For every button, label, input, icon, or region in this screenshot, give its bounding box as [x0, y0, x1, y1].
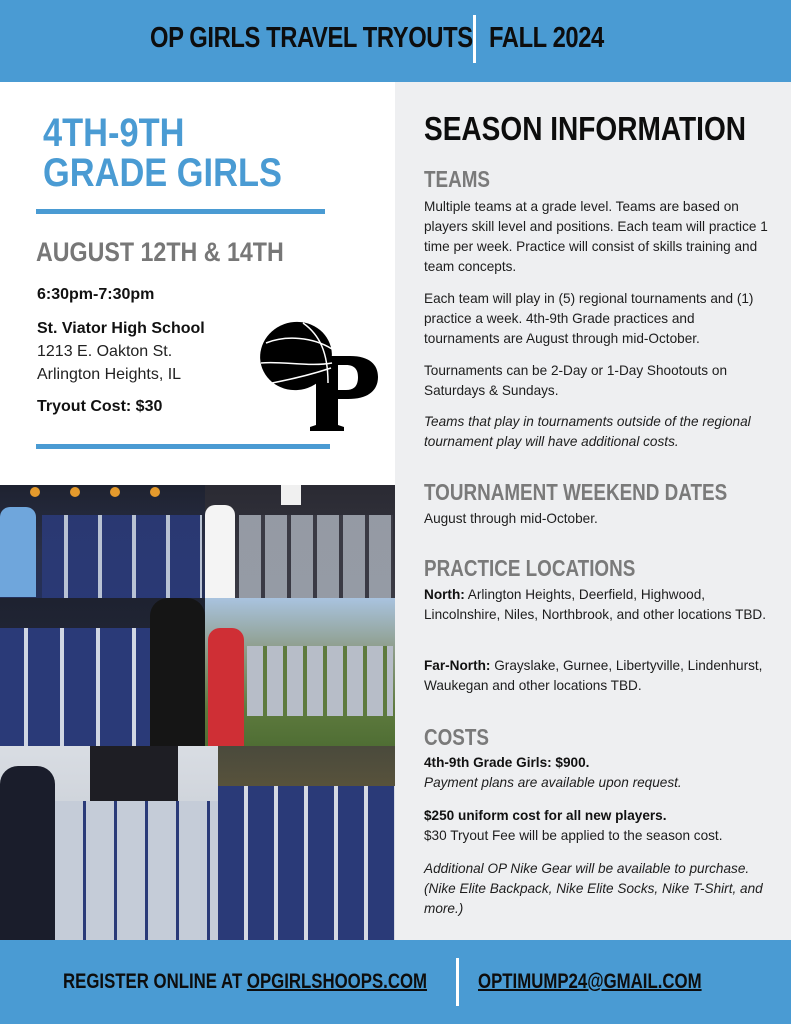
uniform-cost: $250 uniform cost for all new players. [424, 808, 667, 823]
tryout-time: 6:30pm-7:30pm [37, 286, 155, 303]
far-north-label: Far-North: [424, 658, 491, 673]
header-divider [473, 15, 476, 63]
teams-paragraph-2: Each team will play in (5) regional tournaments and (1) practice a week. 4th-9th Grade practices and tournaments are August through mid-October. [424, 291, 754, 346]
teams-paragraph-4: Teams that play in tournaments outside of the regional tournament play will have additional costs. [424, 414, 751, 449]
tryout-venue: St. Viator High School [37, 320, 205, 337]
team-photo-collage [0, 485, 395, 940]
season-title: SEASON INFORMATION [424, 110, 747, 147]
website-link[interactable]: OPGIRLSHOOPS.COM [246, 970, 428, 993]
register-line [63, 970, 427, 994]
teams-paragraph-1: Multiple teams at a grade level. Teams are based on players skill level and positions. Each team will practice 1 time per week. Practice will consist of skills training and team concepts. [424, 199, 768, 274]
locations-heading: PRACTICE LOCATIONS [424, 555, 636, 581]
footer-divider [456, 958, 459, 1006]
team-photo-2 [205, 485, 395, 598]
nike-gear-note: Additional OP Nike Gear will be available to purchase. (Nike Elite Backpack, Nike Elite Socks, Nike T-Shirt, and more.) [424, 861, 763, 916]
team-photo-6 [218, 746, 395, 940]
team-photo-3 [0, 598, 205, 746]
divider-rule [36, 444, 330, 449]
team-photo-5 [0, 746, 218, 940]
header-banner [0, 0, 791, 82]
tryout-cost: Tryout Cost: $30 [37, 398, 163, 415]
venue-address-line1: 1213 E. Oakton St. [37, 343, 173, 360]
far-north-locations [424, 656, 769, 696]
teams-paragraph-3: Tournaments can be 2-Day or 1-Day Shootouts on Saturdays & Sundays. [424, 363, 728, 398]
venue-address-line2: Arlington Heights, IL [37, 366, 182, 383]
season-info-panel [395, 82, 791, 940]
grade-line-2: GRADE GIRLS [43, 151, 282, 195]
email-line [478, 970, 702, 994]
tournament-heading: TOURNAMENT WEEKEND DATES [424, 479, 728, 505]
header-title: OP GIRLS TRAVEL TRYOUTS [150, 22, 473, 54]
tournament-dates-text: August through mid-October. [424, 511, 598, 526]
register-prefix: REGISTER ONLINE AT [63, 970, 247, 993]
email-link[interactable]: OPTIMUMP24@GMAIL.COM [478, 970, 702, 993]
north-locations [424, 585, 769, 625]
teams-heading: TEAMS [424, 166, 491, 192]
payment-plans: Payment plans are available upon request. [424, 775, 682, 790]
grade-line-1: 4TH-9TH [43, 111, 185, 155]
north-label: North: [424, 587, 465, 602]
divider-rule [36, 209, 325, 214]
costs-heading: COSTS [424, 724, 489, 750]
season-price: 4th-9th Grade Girls: $900. [424, 755, 590, 770]
header-season: FALL 2024 [489, 22, 604, 54]
grade-heading [43, 113, 282, 193]
op-basketball-logo-icon [258, 313, 382, 433]
tryout-fee-note: $30 Tryout Fee will be applied to the season cost. [424, 828, 723, 843]
far-north-text: Grayslake, Gurnee, Libertyville, Lindenhurst, Waukegan and other locations TBD. [424, 658, 763, 693]
north-text: Arlington Heights, Deerfield, Highwood, Lincolnshire, Niles, Northbrook, and other locations TBD. [424, 587, 767, 622]
tryout-dates: AUGUST 12TH & 14TH [36, 237, 284, 267]
team-photo-4 [205, 598, 395, 746]
footer-banner [0, 940, 791, 1024]
team-photo-1 [0, 485, 205, 598]
